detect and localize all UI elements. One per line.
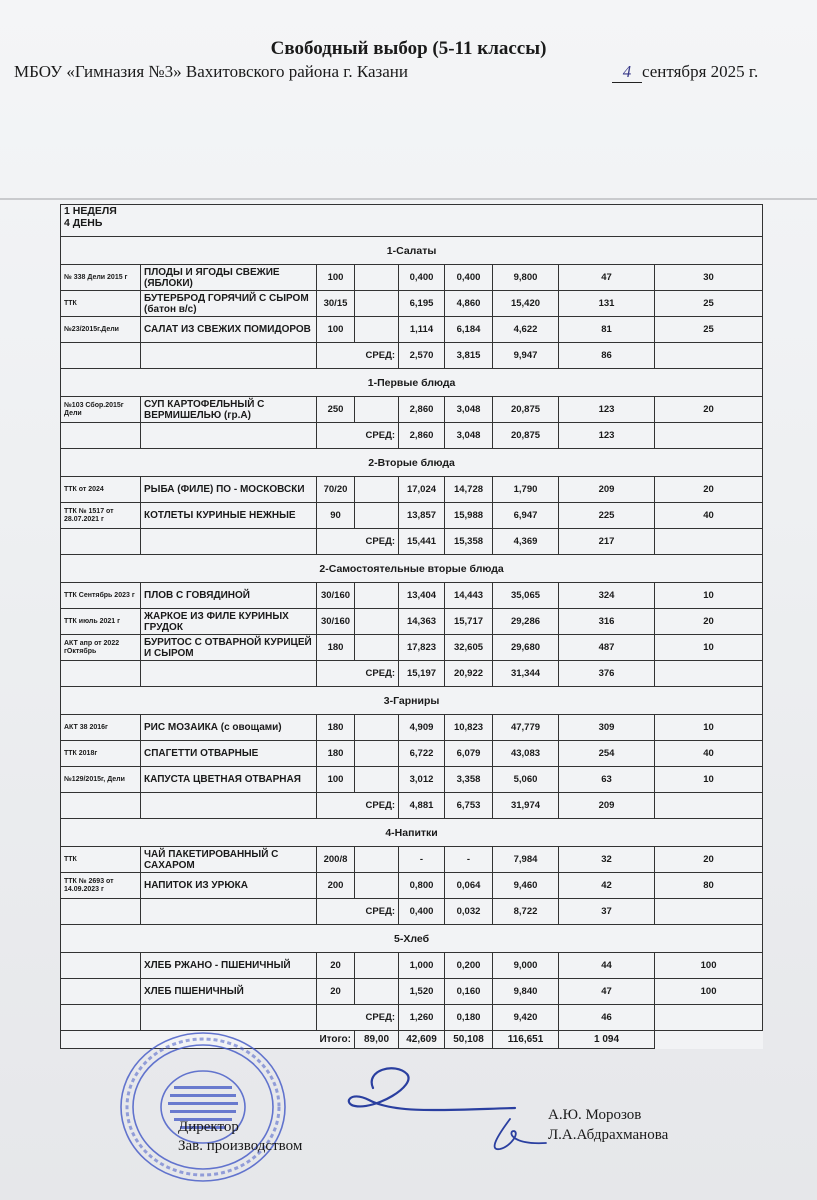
avg-label: СРЕД: (317, 343, 399, 369)
section-title: 1-Салаты (61, 237, 763, 265)
dish-kcal: 225 (559, 503, 655, 529)
dish-name: БУРИТОС С ОТВАРНОЙ КУРИЦЕЙ И СЫРОМ (141, 635, 317, 661)
dish-code: №103 Сбор.2015г Дели (61, 397, 141, 423)
dish-name: НАПИТОК ИЗ УРЮКА (141, 873, 317, 899)
dish-row (61, 583, 763, 609)
dish-weight: 180 (317, 741, 355, 767)
dish-code: № 338 Дели 2015 г (61, 265, 141, 291)
dish-code: №129/2015г, Дели (61, 767, 141, 793)
avg-label: СРЕД: (317, 423, 399, 449)
dish-carbs: 29,680 (493, 635, 559, 661)
dish-carbs: 43,083 (493, 741, 559, 767)
dish-carbs: 29,286 (493, 609, 559, 635)
total-label: Итого: (61, 1031, 355, 1049)
dish-kcal: 254 (559, 741, 655, 767)
dish-weight: 100 (317, 317, 355, 343)
avg-fat: 0,180 (445, 1005, 493, 1031)
avg-protein: 1,260 (399, 1005, 445, 1031)
dish-protein: 1,114 (399, 317, 445, 343)
avg-kcal: 37 (559, 899, 655, 925)
paper-fold (0, 198, 817, 200)
dish-fat: 14,443 (445, 583, 493, 609)
dish-code: АКТ апр от 2022 гОктябрь (61, 635, 141, 661)
dish-kcal: 123 (559, 397, 655, 423)
section-title: 2-Вторые блюда (61, 449, 763, 477)
avg-empty (61, 423, 141, 449)
production-role: Зав. производством (178, 1138, 303, 1154)
dish-weight: 180 (317, 715, 355, 741)
menu-table (60, 204, 763, 1049)
dish-kcal: 42 (559, 873, 655, 899)
production-manager-signature (480, 1115, 550, 1155)
director-name: А.Ю. Морозов (548, 1107, 642, 1123)
total-carbs: 116,651 (493, 1031, 559, 1049)
avg-empty (655, 423, 763, 449)
dish-name: ХЛЕБ РЖАНО - ПШЕНИЧНЫЙ (141, 953, 317, 979)
dish-code: ТТК № 2693 от 14.09.2023 г (61, 873, 141, 899)
avg-protein: 2,570 (399, 343, 445, 369)
document-date (612, 62, 758, 83)
average-row (61, 423, 763, 449)
dish-protein: 4,909 (399, 715, 445, 741)
dish-price (355, 291, 399, 317)
avg-protein: 15,197 (399, 661, 445, 687)
dish-code: ТТК (61, 291, 141, 317)
dish-name: ХЛЕБ ПШЕНИЧНЫЙ (141, 979, 317, 1005)
dish-cost: 10 (655, 583, 763, 609)
dish-cost: 80 (655, 873, 763, 899)
dish-kcal: 47 (559, 979, 655, 1005)
dish-row (61, 291, 763, 317)
dish-kcal: 131 (559, 291, 655, 317)
average-row (61, 661, 763, 687)
dish-code (61, 953, 141, 979)
organization-name: МБОУ «Гимназия №3» Вахитовского района г. Казани (14, 62, 408, 81)
avg-empty (141, 423, 317, 449)
director-role: Директор (178, 1119, 239, 1135)
dish-cost: 20 (655, 477, 763, 503)
dish-protein: 6,722 (399, 741, 445, 767)
dish-name: БУТЕРБРОД ГОРЯЧИЙ С СЫРОМ (батон в/с) (141, 291, 317, 317)
dish-name: РЫБА (ФИЛЕ) ПО - МОСКОВСКИ (141, 477, 317, 503)
dish-weight: 100 (317, 265, 355, 291)
total-kcal: 1 094 (559, 1031, 655, 1049)
dish-code: ТТК (61, 847, 141, 873)
dish-carbs: 9,000 (493, 953, 559, 979)
avg-empty (141, 661, 317, 687)
dish-kcal: 487 (559, 635, 655, 661)
avg-kcal: 46 (559, 1005, 655, 1031)
avg-carbs: 20,875 (493, 423, 559, 449)
dish-price (355, 317, 399, 343)
dish-name: ПЛОДЫ И ЯГОДЫ СВЕЖИЕ (ЯБЛОКИ) (141, 265, 317, 291)
section-header-row (61, 237, 763, 265)
dish-weight: 200 (317, 873, 355, 899)
dish-weight: 200/8 (317, 847, 355, 873)
dish-weight: 20 (317, 979, 355, 1005)
dish-carbs: 4,622 (493, 317, 559, 343)
dish-weight: 70/20 (317, 477, 355, 503)
date-month-year: сентября 2025 г. (642, 62, 759, 81)
dish-protein: 6,195 (399, 291, 445, 317)
dish-carbs: 9,840 (493, 979, 559, 1005)
dish-code: ТТК 2018г (61, 741, 141, 767)
dish-price (355, 847, 399, 873)
dish-code: ТТК июль 2021 г (61, 609, 141, 635)
dish-carbs: 5,060 (493, 767, 559, 793)
avg-carbs: 4,369 (493, 529, 559, 555)
official-stamp (108, 1022, 298, 1192)
dish-row (61, 397, 763, 423)
dish-protein: 1,520 (399, 979, 445, 1005)
dish-row (61, 847, 763, 873)
dish-weight: 90 (317, 503, 355, 529)
dish-fat: 3,358 (445, 767, 493, 793)
avg-kcal: 217 (559, 529, 655, 555)
dish-cost: 30 (655, 265, 763, 291)
dish-carbs: 35,065 (493, 583, 559, 609)
dish-carbs: 47,779 (493, 715, 559, 741)
dish-protein: 0,400 (399, 265, 445, 291)
section-header-row (61, 369, 763, 397)
avg-fat: 0,032 (445, 899, 493, 925)
dish-carbs: 20,875 (493, 397, 559, 423)
dish-protein: 17,823 (399, 635, 445, 661)
dish-weight: 20 (317, 953, 355, 979)
production-manager-name: Л.А.Абдрахманова (548, 1127, 669, 1143)
dish-protein: 13,404 (399, 583, 445, 609)
dish-price (355, 635, 399, 661)
dish-price (355, 715, 399, 741)
dish-kcal: 32 (559, 847, 655, 873)
avg-fat: 20,922 (445, 661, 493, 687)
dish-weight: 180 (317, 635, 355, 661)
dish-row (61, 265, 763, 291)
week-header-row (61, 205, 763, 237)
dish-name: ЖАРКОЕ ИЗ ФИЛЕ КУРИНЫХ ГРУДОК (141, 609, 317, 635)
dish-fat: 0,400 (445, 265, 493, 291)
dish-row (61, 635, 763, 661)
dish-price (355, 953, 399, 979)
dish-kcal: 81 (559, 317, 655, 343)
dish-weight: 100 (317, 767, 355, 793)
dish-cost: 100 (655, 979, 763, 1005)
avg-label: СРЕД: (317, 661, 399, 687)
dish-carbs: 15,420 (493, 291, 559, 317)
dish-price (355, 265, 399, 291)
avg-carbs: 9,420 (493, 1005, 559, 1031)
dish-cost: 10 (655, 635, 763, 661)
day-label: 4 ДЕНЬ (64, 217, 103, 229)
dish-fat: 6,079 (445, 741, 493, 767)
week-label: 1 НЕДЕЛЯ (64, 205, 117, 217)
dish-weight: 30/15 (317, 291, 355, 317)
dish-code: ТТК Сентябрь 2023 г (61, 583, 141, 609)
dish-carbs: 7,984 (493, 847, 559, 873)
dish-row (61, 979, 763, 1005)
dish-code: №23/2015г.Дели (61, 317, 141, 343)
average-row (61, 529, 763, 555)
dish-cost: 10 (655, 715, 763, 741)
dish-weight: 250 (317, 397, 355, 423)
avg-fat: 6,753 (445, 793, 493, 819)
average-row (61, 343, 763, 369)
dish-carbs: 9,460 (493, 873, 559, 899)
week-day-label (61, 205, 763, 237)
avg-carbs: 8,722 (493, 899, 559, 925)
avg-empty (61, 661, 141, 687)
dish-cost: 25 (655, 317, 763, 343)
dish-weight: 30/160 (317, 583, 355, 609)
dish-fat: 3,048 (445, 397, 493, 423)
avg-carbs: 31,974 (493, 793, 559, 819)
dish-row (61, 953, 763, 979)
dish-protein: 17,024 (399, 477, 445, 503)
dish-name: РИС МОЗАИКА (с овощами) (141, 715, 317, 741)
dish-name: ЧАЙ ПАКЕТИРОВАННЫЙ С САХАРОМ (141, 847, 317, 873)
dish-protein: 0,800 (399, 873, 445, 899)
dish-fat: 14,728 (445, 477, 493, 503)
dish-code: АКТ 38 2016г (61, 715, 141, 741)
dish-fat: 15,717 (445, 609, 493, 635)
section-title: 1-Первые блюда (61, 369, 763, 397)
section-title: 2-Самостоятельные вторые блюда (61, 555, 763, 583)
avg-empty (655, 793, 763, 819)
dish-protein: 14,363 (399, 609, 445, 635)
avg-carbs: 31,344 (493, 661, 559, 687)
dish-price (355, 609, 399, 635)
dish-price (355, 397, 399, 423)
dish-row (61, 477, 763, 503)
avg-empty (61, 343, 141, 369)
left-signature-roles (178, 1118, 302, 1156)
dish-carbs: 9,800 (493, 265, 559, 291)
avg-protein: 15,441 (399, 529, 445, 555)
dish-fat: 0,160 (445, 979, 493, 1005)
dish-code (61, 979, 141, 1005)
avg-fat: 3,048 (445, 423, 493, 449)
avg-fat: 15,358 (445, 529, 493, 555)
dish-cost: 25 (655, 291, 763, 317)
right-signature-names (548, 1105, 668, 1145)
dish-name: КАПУСТА ЦВЕТНАЯ ОТВАРНАЯ (141, 767, 317, 793)
dish-fat: 0,064 (445, 873, 493, 899)
avg-protein: 4,881 (399, 793, 445, 819)
dish-row (61, 503, 763, 529)
avg-empty (655, 343, 763, 369)
avg-kcal: 123 (559, 423, 655, 449)
avg-empty (141, 529, 317, 555)
document-title: Свободный выбор (5-11 классы) (270, 38, 547, 59)
dish-weight: 30/160 (317, 609, 355, 635)
avg-empty (141, 899, 317, 925)
dish-fat: - (445, 847, 493, 873)
avg-carbs: 9,947 (493, 343, 559, 369)
section-title: 5-Хлеб (61, 925, 763, 953)
dish-fat: 6,184 (445, 317, 493, 343)
avg-empty (655, 529, 763, 555)
dish-cost: 20 (655, 847, 763, 873)
dish-name: СПАГЕТТИ ОТВАРНЫЕ (141, 741, 317, 767)
dish-protein: - (399, 847, 445, 873)
dish-protein: 3,012 (399, 767, 445, 793)
dish-price (355, 979, 399, 1005)
dish-kcal: 309 (559, 715, 655, 741)
dish-code: ТТК от 2024 (61, 477, 141, 503)
section-title: 3-Гарниры (61, 687, 763, 715)
dish-carbs: 6,947 (493, 503, 559, 529)
dish-code: ТТК № 1517 от 28.07.2021 г (61, 503, 141, 529)
dish-cost: 10 (655, 767, 763, 793)
dish-price (355, 477, 399, 503)
section-header-row (61, 449, 763, 477)
dish-row (61, 715, 763, 741)
section-header-row (61, 555, 763, 583)
avg-empty (141, 793, 317, 819)
dish-cost: 40 (655, 503, 763, 529)
dish-fat: 32,605 (445, 635, 493, 661)
dish-row (61, 767, 763, 793)
avg-kcal: 376 (559, 661, 655, 687)
dish-fat: 4,860 (445, 291, 493, 317)
date-day: 4 (612, 62, 642, 83)
dish-cost: 20 (655, 609, 763, 635)
dish-kcal: 44 (559, 953, 655, 979)
dish-cost: 100 (655, 953, 763, 979)
dish-price (355, 583, 399, 609)
avg-protein: 0,400 (399, 899, 445, 925)
dish-carbs: 1,790 (493, 477, 559, 503)
dish-kcal: 209 (559, 477, 655, 503)
section-header-row (61, 925, 763, 953)
avg-label: СРЕД: (317, 793, 399, 819)
dish-price (355, 741, 399, 767)
dish-name: СУП КАРТОФЕЛЬНЫЙ С ВЕРМИШЕЛЬЮ (гр.А) (141, 397, 317, 423)
dish-kcal: 63 (559, 767, 655, 793)
avg-label: СРЕД: (317, 529, 399, 555)
section-header-row (61, 819, 763, 847)
dish-kcal: 324 (559, 583, 655, 609)
dish-row (61, 741, 763, 767)
dish-price (355, 503, 399, 529)
dish-row (61, 317, 763, 343)
total-fat: 50,108 (445, 1031, 493, 1049)
dish-cost: 40 (655, 741, 763, 767)
total-empty (655, 1031, 763, 1049)
dish-fat: 15,988 (445, 503, 493, 529)
dish-cost: 20 (655, 397, 763, 423)
total-price: 89,00 (355, 1031, 399, 1049)
dish-row (61, 609, 763, 635)
dish-protein: 13,857 (399, 503, 445, 529)
dish-name: САЛАТ ИЗ СВЕЖИХ ПОМИДОРОВ (141, 317, 317, 343)
dish-price (355, 767, 399, 793)
avg-label: СРЕД: (317, 899, 399, 925)
total-protein: 42,609 (399, 1031, 445, 1049)
dish-name: ПЛОВ С ГОВЯДИНОЙ (141, 583, 317, 609)
avg-empty (61, 529, 141, 555)
dish-fat: 0,200 (445, 953, 493, 979)
avg-protein: 2,860 (399, 423, 445, 449)
dish-price (355, 873, 399, 899)
section-title: 4-Напитки (61, 819, 763, 847)
avg-empty (61, 899, 141, 925)
avg-empty (655, 899, 763, 925)
average-row (61, 793, 763, 819)
average-row (61, 899, 763, 925)
avg-kcal: 86 (559, 343, 655, 369)
avg-empty (61, 793, 141, 819)
avg-kcal: 209 (559, 793, 655, 819)
dish-name: КОТЛЕТЫ КУРИНЫЕ НЕЖНЫЕ (141, 503, 317, 529)
avg-empty (655, 1005, 763, 1031)
avg-empty (655, 661, 763, 687)
avg-fat: 3,815 (445, 343, 493, 369)
dish-protein: 2,860 (399, 397, 445, 423)
dish-kcal: 47 (559, 265, 655, 291)
dish-row (61, 873, 763, 899)
avg-label: СРЕД: (317, 1005, 399, 1031)
avg-empty (141, 343, 317, 369)
section-header-row (61, 687, 763, 715)
dish-fat: 10,823 (445, 715, 493, 741)
dish-kcal: 316 (559, 609, 655, 635)
dish-protein: 1,000 (399, 953, 445, 979)
